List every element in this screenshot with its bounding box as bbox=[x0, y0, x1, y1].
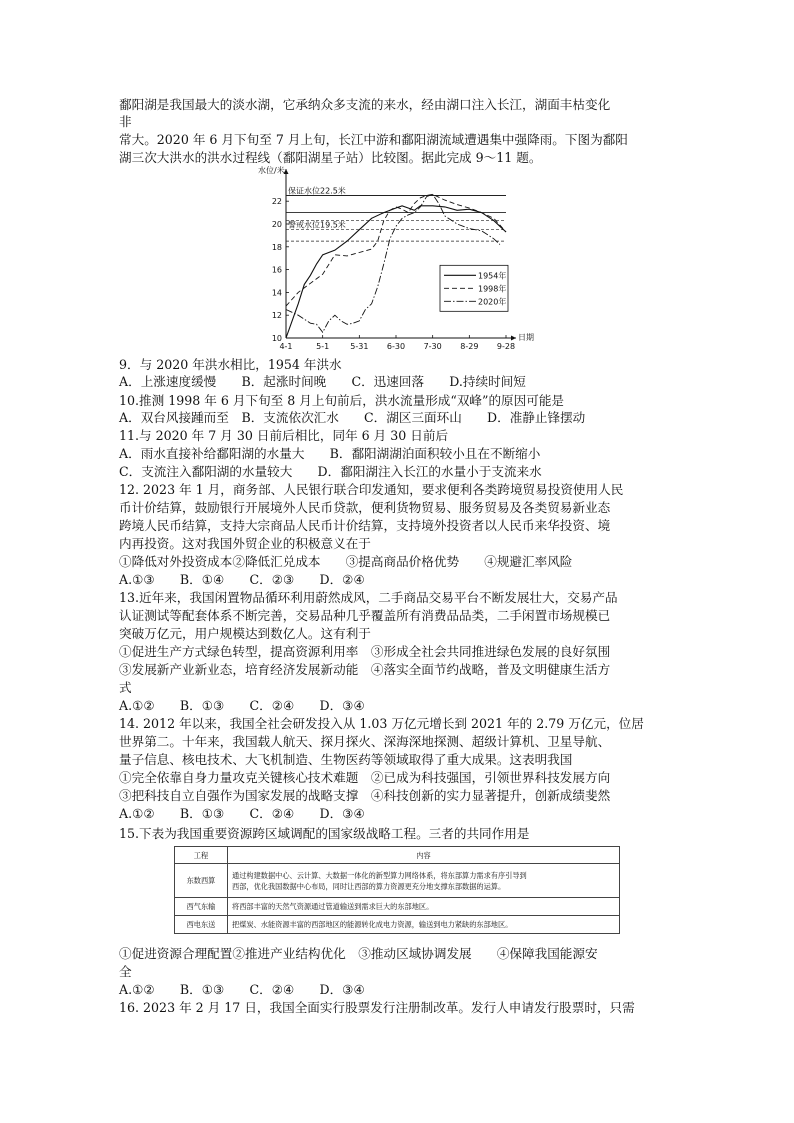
question-line: A.①③ B．①④ C．②③ D．②④ bbox=[119, 572, 365, 587]
y-tick-label: 12 bbox=[271, 311, 282, 321]
question-line: C．支流注入鄱阳湖的水量较大 D．鄱阳湖注入长江的水量小于支流来水 bbox=[119, 464, 542, 479]
table-cell-project: 东数西算 bbox=[175, 864, 228, 898]
question-line: A.①② B．①③ C．②④ D．③④ bbox=[119, 982, 365, 997]
x-tick-label: 8-29 bbox=[460, 342, 479, 351]
table-cell-project: 西电东送 bbox=[175, 916, 228, 934]
question-line: 13.近年来，我国闲置物品循环利用蔚然成风，二手商品交易平台不断发展壮大，交易产品 bbox=[119, 590, 618, 605]
question-line: ③把科技自立自强作为国家发展的战略支撑 ④科技创新的实力显著提升，创新成绩斐然 bbox=[119, 788, 611, 803]
question-line: 全 bbox=[119, 964, 132, 979]
y-tick-label: 10 bbox=[271, 334, 282, 343]
question-line: 10.推测 1998 年 6 月下旬至 8 月上旬前后，洪水流量形成“双峰”的原因可能是 bbox=[119, 393, 565, 408]
x-tick-label: 7-30 bbox=[423, 342, 442, 351]
table-header-row bbox=[175, 847, 620, 864]
intro-line-4: 湖三次大洪水的洪水过程线（鄱阳湖星子站）比较图。据此完成 9～11 题。 bbox=[119, 150, 542, 165]
question-line: ①完全依靠自身力量攻克关键核心技术难题 ②已成为科技强国，引领世界科技发展方向 bbox=[119, 770, 611, 785]
x-axis-arrow bbox=[511, 336, 516, 341]
warning-level-label: 警戒水位19.5米 bbox=[288, 220, 346, 230]
question-line: 16. 2023 年 2 月 17 日，我国全面实行股票发行注册制改革。发行人申请发行股票时，只需 bbox=[119, 1000, 635, 1015]
intro-line-3: 常大。2020 年 6 月下旬至 7 月上旬，长江中游和鄱阳湖流域遭遇集中强降雨。下图为鄱阳 bbox=[119, 132, 628, 147]
table-cell-content bbox=[228, 864, 620, 898]
question-line: 认证测试等配套体系不断完善，交易品种几乎覆盖所有消费品品类，二手闲置市场规模已 bbox=[119, 608, 611, 623]
table-header-project: 工程 bbox=[175, 847, 228, 864]
engineering-table bbox=[174, 846, 620, 934]
legend-label: 2020年 bbox=[478, 297, 507, 307]
question-line: A．双台风接踵而至 B．支流依次汇水 C．湖区三面环山 D．准静止锋摆动 bbox=[119, 410, 586, 425]
x-tick-label: 4-1 bbox=[279, 342, 293, 351]
question-line: 9．与 2020 年洪水相比，1954 年洪水 bbox=[119, 357, 342, 372]
y-axis-label: 水位/米 bbox=[258, 166, 285, 175]
table-cell-project: 西气东输 bbox=[175, 898, 228, 916]
question-line: 突破万亿元，用户规模达到数亿人。这有利于 bbox=[119, 626, 371, 641]
x-tick-label: 5-31 bbox=[350, 342, 369, 351]
y-tick-label: 18 bbox=[271, 242, 282, 252]
intro-line-1: 鄱阳湖是我国最大的淡水湖，它承纳众多支流的来水，经由湖口注入长江，湖面丰枯变化 bbox=[119, 97, 611, 112]
y-tick-label: 22 bbox=[271, 197, 282, 207]
y-tick-label: 14 bbox=[271, 288, 282, 298]
legend-label: 1998年 bbox=[478, 284, 507, 294]
table-row bbox=[175, 864, 620, 898]
question-line: 币计价结算，鼓励银行开展境外人民币贷款，便利货物贸易、服务贸易及各类贸易新业态 bbox=[119, 500, 611, 515]
table-cell-line: 通过构建数据中心、云计算、大数据一体化的新型算力网络体系，将东部算力需求有序引导到 bbox=[232, 870, 527, 880]
question-line: 11.与 2020 年 7 月 30 日前后相比，同年 6 月 30 日前后 bbox=[119, 428, 449, 443]
question-line: A．雨水直接补给鄱阳湖的水量大 B．鄱阳湖湖泊面积较小且在不断缩小 bbox=[119, 446, 541, 461]
question-line: 内再投资。这对我国外贸企业的积极意义在于 bbox=[119, 536, 371, 551]
table-row bbox=[175, 898, 620, 916]
intro-line-2: 非 bbox=[119, 114, 132, 129]
question-line: 世界第二。十年来，我国载人航天、探月探火、深海深地探测、超级计算机、卫星导航、 bbox=[119, 734, 611, 749]
question-line: ①促进生产方式绿色转型，提高资源利用率 ③形成全社会共同推进绿色发展的良好氛围 bbox=[119, 644, 611, 659]
guarantee-level-label: 保证水位22.5米 bbox=[288, 186, 346, 196]
question-line: 量子信息、核电技术、大飞机制造、生物医药等领域取得了重大成果。这表明我国 bbox=[119, 752, 573, 767]
table-header-content: 内容 bbox=[228, 847, 620, 864]
question-line: 15.下表为我国重要资源跨区域调配的国家级战略工程。三者的共同作用是 bbox=[119, 826, 530, 841]
question-line: 14. 2012 年以来，我国全社会研发投入从 1.03 万亿元增长到 2021 年的 2.79 万亿元，位居 bbox=[119, 716, 644, 731]
table-row bbox=[175, 916, 620, 934]
x-tick-label: 9-28 bbox=[496, 342, 516, 351]
question-line: 12. 2023 年 1 月，商务部、人民银行联合印发通知，要求便利各类跨境贸易投资使用人民 bbox=[119, 482, 624, 497]
x-axis-label: 日期 bbox=[518, 333, 534, 342]
question-line: A.①② B．①③ C．②④ D．③④ bbox=[119, 806, 365, 821]
question-line: ③发展新产业新业态，培育经济发展新动能 ④落实全面节约战略，普及文明健康生活方 bbox=[119, 662, 611, 677]
question-line: A.①② B．①③ C．②④ D．③④ bbox=[119, 698, 365, 713]
question-line: 跨境人民币结算，支持大宗商品人民币计价结算，支持境外投资者以人民币来华投资、境 bbox=[119, 518, 611, 533]
y-tick-label: 20 bbox=[271, 220, 282, 229]
table-cell-content: 将西部丰富的天然气资源通过管道输送到需求巨大的东部地区。 bbox=[228, 898, 620, 916]
legend-label: 1954年 bbox=[478, 271, 507, 281]
question-line: ①降低对外投资成本②降低汇兑成本 ③提高商品价格优势 ④规避汇率风险 bbox=[119, 554, 573, 569]
question-line: A．上涨速度缓慢 B．起涨时间晚 C．迅速回落 D.持续时间短 bbox=[119, 374, 526, 389]
question-line: 式 bbox=[119, 680, 132, 695]
question-line: ①促进资源合理配置②推进产业结构优化 ③推动区域协调发展 ④保障我国能源安 bbox=[119, 946, 598, 961]
table-cell-content: 把煤炭、水能资源丰富的西部地区的能源转化成电力资源，输送到电力紧缺的东部地区。 bbox=[228, 916, 620, 934]
y-tick-label: 16 bbox=[271, 265, 282, 275]
x-tick-label: 5-1 bbox=[316, 342, 330, 351]
x-tick-label: 6-30 bbox=[386, 342, 406, 351]
table-cell-line: 西部，优化我国数据中心布局，同时让西部的算力资源更充分地支撑东部数据的运算。 bbox=[232, 881, 506, 891]
flood-hydrograph-chart bbox=[252, 165, 534, 357]
